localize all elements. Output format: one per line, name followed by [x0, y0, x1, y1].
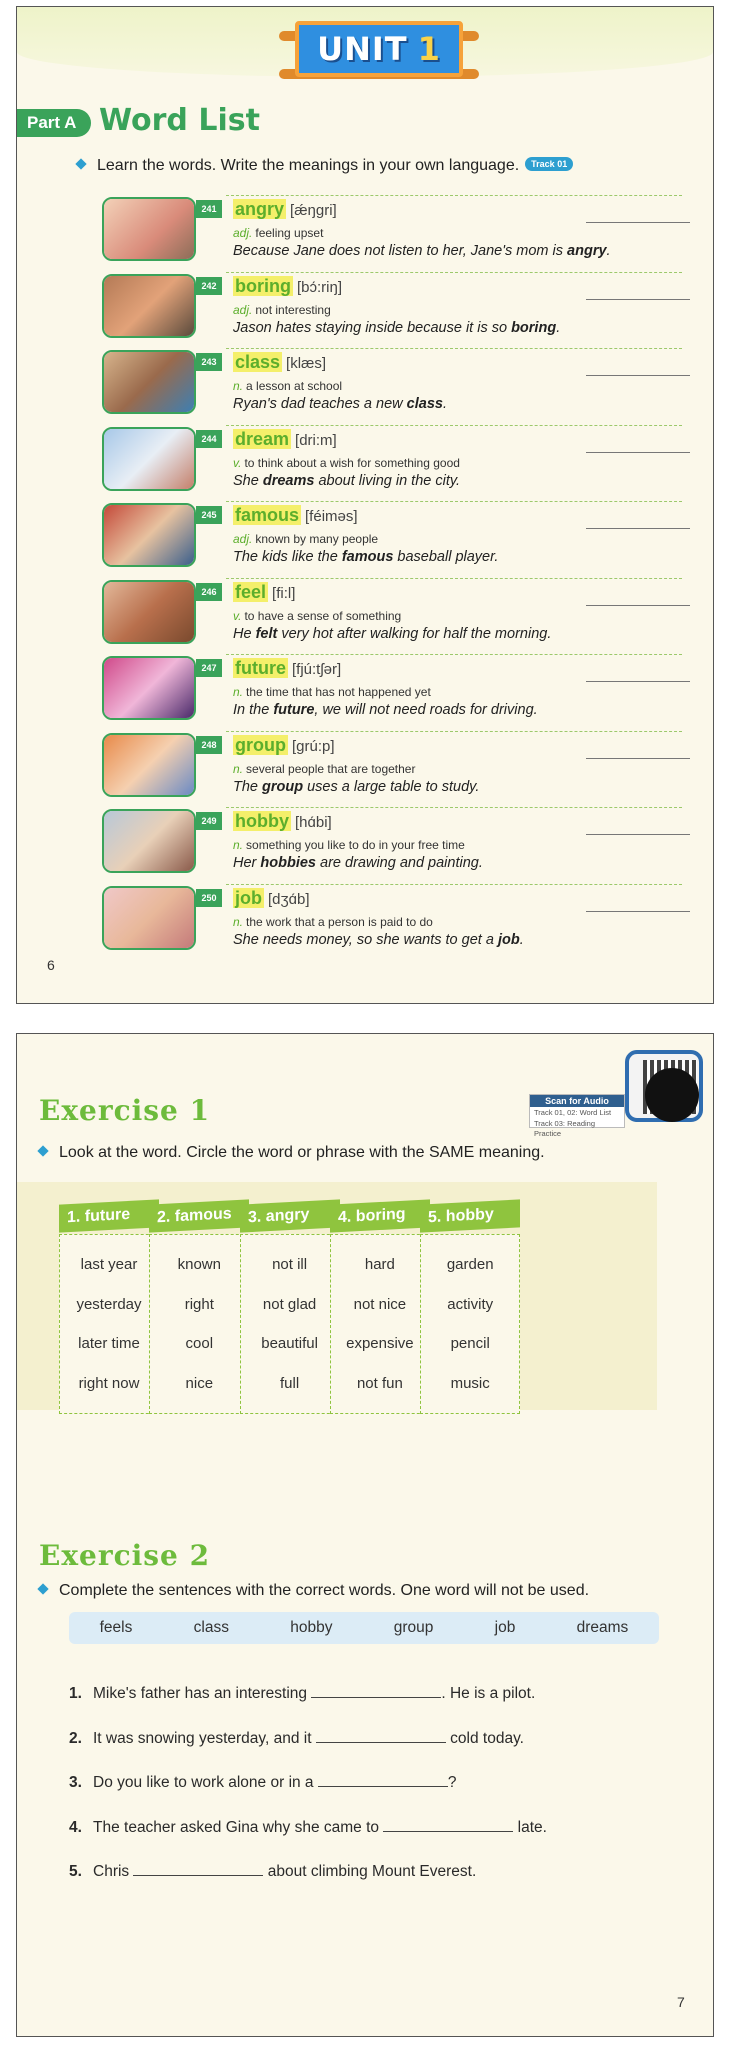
choice-option[interactable]: known — [177, 1256, 221, 1274]
word-number: 245 — [196, 506, 222, 524]
part-of-speech: n. — [233, 914, 244, 929]
word-entry — [102, 501, 692, 578]
meaning-answer-line[interactable] — [586, 375, 690, 376]
meaning-answer-line[interactable] — [586, 452, 690, 453]
word-photo — [102, 274, 196, 338]
word-ipa: [bɔ́:riŋ] — [297, 278, 343, 296]
choice-column — [420, 1202, 520, 1414]
example-pre: She needs money, so she wants to get a — [233, 931, 498, 948]
part-of-speech: adj. — [233, 532, 253, 546]
example-keyword: class — [406, 396, 443, 412]
scan-for-audio — [529, 1094, 625, 1138]
example-post: are drawing and painting. — [316, 855, 483, 871]
part-of-speech: n. — [233, 685, 244, 699]
word-photo — [102, 886, 196, 950]
sentence-number: 3. — [69, 1774, 82, 1791]
sentence-pre: Mike's father has an interesting — [93, 1685, 312, 1702]
word-photo — [102, 197, 196, 261]
word-bank-item: feels — [99, 1619, 133, 1636]
example-pre: She — [233, 472, 263, 489]
exercise1-instruction-text: Look at the word. Circle the word or phrase with the SAME meaning. — [59, 1144, 545, 1161]
choice-option[interactable]: music — [450, 1374, 490, 1392]
word-number: 241 — [196, 200, 222, 218]
choice-column — [59, 1202, 159, 1414]
exercise1-panel — [17, 1182, 657, 1410]
word-number: 243 — [196, 353, 222, 371]
redaction-blot — [645, 1068, 699, 1122]
example-sentence — [233, 932, 524, 948]
word-photo — [102, 580, 196, 644]
sentence-number: 2. — [69, 1729, 82, 1747]
choice-option[interactable]: pencil — [450, 1335, 490, 1353]
word-headword — [233, 888, 310, 909]
choice-options-box — [240, 1234, 340, 1414]
word-bank-item: group — [393, 1619, 434, 1636]
word-photo — [102, 733, 196, 797]
word-headword — [233, 429, 337, 450]
sentence-item — [69, 1684, 669, 1729]
sentence-item — [69, 1862, 669, 1907]
photo-image — [104, 811, 194, 871]
word-list-instruction — [77, 157, 573, 175]
sentence-post: about climbing Mount Everest. — [263, 1863, 477, 1880]
choice-option[interactable]: not nice — [353, 1295, 407, 1313]
example-pre: He — [233, 625, 256, 642]
meaning-answer-line[interactable] — [586, 758, 690, 759]
photo-image — [104, 888, 194, 948]
word-bank — [69, 1612, 659, 1644]
example-sentence — [233, 320, 560, 336]
dotted-divider — [226, 501, 682, 502]
word-entry — [102, 807, 692, 884]
word-definition — [233, 609, 401, 623]
definition-text: the time that has not happened yet — [246, 685, 431, 699]
word-ipa: [dri:m] — [295, 431, 337, 449]
word-headword — [233, 658, 341, 679]
example-post: uses a large table to study. — [303, 778, 480, 795]
word-entry — [102, 272, 692, 349]
word-ipa: [klæs] — [286, 355, 327, 372]
sentence-pre: It was snowing yesterday, and it — [93, 1729, 316, 1747]
word-text: boring — [235, 275, 291, 296]
definition-text: to think about a wish for something good — [244, 455, 460, 470]
word-ipa: [dʒɑ́b] — [268, 890, 310, 908]
choice-option[interactable]: activity — [447, 1295, 494, 1313]
meaning-answer-line[interactable] — [586, 911, 690, 912]
word-definition — [233, 303, 331, 317]
choice-options-box — [59, 1234, 159, 1414]
example-pre: Because Jane does not listen to her, Jane's mom is — [233, 243, 568, 259]
word-photo — [102, 427, 196, 491]
choice-option[interactable]: later time — [78, 1335, 140, 1353]
word-number: 249 — [196, 812, 222, 830]
exercise2-instruction-text: Complete the sentences with the correct words. One word will not be used. — [59, 1582, 590, 1599]
word-headword — [233, 505, 358, 526]
unit-board — [295, 21, 463, 77]
meaning-answer-line[interactable] — [586, 834, 690, 835]
example-keyword: group — [262, 778, 304, 795]
word-text: future — [235, 658, 286, 678]
word-text: job — [235, 887, 262, 908]
sentence-item — [69, 1773, 669, 1818]
example-keyword: angry — [567, 243, 607, 259]
word-list-page — [16, 6, 714, 1004]
instruction-text: Learn the words. Write the meanings in your own language. — [97, 157, 520, 174]
sentence-item — [69, 1818, 669, 1863]
word-number: 248 — [196, 736, 222, 754]
definition-text: not interesting — [255, 302, 331, 317]
word-definition — [233, 838, 465, 852]
bullet-diamond-icon — [37, 1583, 48, 1594]
track-badge[interactable]: Track 01 — [525, 157, 573, 171]
example-post: . — [519, 931, 524, 948]
answer-blank[interactable] — [318, 1773, 448, 1787]
word-ipa: [grú:p] — [292, 737, 335, 755]
sentence-number: 5. — [69, 1863, 82, 1880]
meaning-answer-line[interactable] — [586, 299, 690, 300]
word-definition — [233, 456, 460, 470]
word-definition — [233, 379, 342, 393]
page-number: 6 — [47, 957, 55, 973]
example-sentence — [233, 855, 483, 871]
choice-column — [330, 1202, 430, 1414]
part-title: Word List — [99, 103, 260, 138]
word-list — [102, 195, 692, 960]
choice-option[interactable]: right — [184, 1295, 214, 1313]
unit-label: UNIT — [317, 30, 408, 68]
word-headword — [233, 811, 332, 832]
choice-option[interactable]: not glad — [262, 1295, 317, 1313]
example-sentence — [233, 243, 611, 259]
part-of-speech: adj. — [233, 302, 253, 317]
choice-option[interactable]: not fun — [356, 1374, 403, 1392]
word-bank-item: class — [193, 1619, 229, 1636]
definition-text: a lesson at school — [246, 379, 343, 393]
photo-image — [104, 352, 194, 412]
word-text: class — [235, 352, 281, 372]
choice-options-box — [330, 1234, 430, 1414]
answer-blank[interactable] — [311, 1684, 441, 1698]
sentence-pre: The teacher asked Gina why she came to — [93, 1818, 384, 1836]
word-bank-item: dreams — [576, 1619, 629, 1636]
example-post: very hot after walking for half the morning. — [277, 625, 552, 642]
dotted-divider — [226, 807, 682, 808]
choice-option[interactable]: cool — [185, 1335, 214, 1353]
meaning-answer-line[interactable] — [586, 222, 690, 223]
word-definition — [233, 915, 433, 929]
part-of-speech: v. — [233, 608, 242, 623]
sentence-post: cold today. — [445, 1729, 524, 1747]
part-of-speech: adj. — [233, 226, 253, 240]
word-number: 250 — [196, 889, 222, 907]
example-post: . — [556, 319, 561, 336]
choice-option[interactable]: nice — [185, 1374, 214, 1392]
word-headword — [233, 735, 335, 756]
word-text: dream — [235, 428, 290, 449]
sentence-post: late. — [513, 1818, 547, 1836]
exercise2-title: Exercise 2 — [39, 1539, 211, 1572]
word-headword — [233, 352, 326, 373]
word-text: hobby — [235, 811, 289, 831]
dotted-divider — [226, 731, 682, 732]
sentence-item — [69, 1729, 669, 1774]
word-headword — [233, 276, 342, 297]
example-keyword: hobbies — [260, 855, 316, 871]
meaning-answer-line[interactable] — [586, 528, 690, 529]
word-entry — [102, 578, 692, 655]
choice-options-box — [420, 1234, 520, 1414]
word-entry — [102, 195, 692, 272]
answer-blank[interactable] — [133, 1862, 263, 1876]
example-sentence — [233, 779, 479, 795]
photo-image — [104, 276, 194, 336]
word-number: 247 — [196, 659, 222, 677]
exercise-page — [16, 1033, 714, 2037]
example-keyword: job — [497, 931, 520, 948]
word-number: 246 — [196, 583, 222, 601]
word-entry — [102, 731, 692, 808]
word-ipa: [féiməs] — [305, 508, 358, 525]
example-sentence — [233, 702, 538, 718]
choice-option[interactable]: right now — [78, 1374, 140, 1392]
photo-image — [104, 658, 194, 718]
definition-text: several people that are together — [246, 761, 416, 776]
sentence-list — [69, 1684, 669, 1907]
dotted-divider — [226, 654, 682, 655]
choice-option[interactable]: hard — [364, 1256, 395, 1274]
sentence-pre: Chris — [93, 1863, 134, 1880]
example-pre: In the — [233, 702, 274, 718]
word-entry — [102, 348, 692, 425]
answer-blank[interactable] — [316, 1729, 446, 1743]
example-keyword: dreams — [262, 472, 315, 489]
choice-option[interactable]: not ill — [272, 1256, 308, 1274]
part-tag: Part A — [17, 109, 91, 137]
example-keyword: future — [273, 702, 315, 718]
example-pre: Her — [233, 855, 261, 871]
dotted-divider — [226, 348, 682, 349]
exercise1-instruction — [39, 1144, 545, 1162]
choice-column — [149, 1202, 249, 1414]
sentence-post: . He is a pilot. — [441, 1685, 536, 1702]
audio-qr-panel[interactable] — [529, 1046, 703, 1138]
word-headword — [233, 582, 295, 603]
word-ipa: [fi:l] — [272, 584, 296, 602]
bullet-diamond-icon — [75, 158, 86, 169]
word-photo — [102, 656, 196, 720]
choice-word-tab: 4. boring — [330, 1199, 430, 1232]
dotted-divider — [226, 195, 682, 196]
example-post: . — [442, 396, 447, 412]
word-definition — [233, 762, 415, 776]
definition-text: the work that a person is paid to do — [246, 914, 433, 929]
sentence-number: 1. — [69, 1685, 82, 1702]
word-photo — [102, 809, 196, 873]
word-definition — [233, 532, 378, 546]
dotted-divider — [226, 425, 682, 426]
part-of-speech: n. — [233, 838, 244, 852]
example-sentence — [233, 396, 447, 412]
page-number: 7 — [677, 1994, 685, 2010]
example-keyword: boring — [511, 319, 557, 336]
unit-number: 1 — [417, 30, 441, 68]
example-pre: Ryan's dad teaches a new — [233, 396, 407, 412]
word-text: famous — [235, 505, 300, 525]
choice-options-box — [149, 1234, 249, 1414]
choice-word-tab: 2. famous — [149, 1199, 249, 1232]
word-entry — [102, 425, 692, 502]
word-photo — [102, 503, 196, 567]
example-keyword: felt — [255, 625, 278, 642]
word-bank-item: job — [494, 1619, 516, 1636]
bullet-diamond-icon — [37, 1145, 48, 1156]
choice-column — [240, 1202, 340, 1414]
photo-image — [104, 199, 194, 259]
meaning-answer-line[interactable] — [586, 605, 690, 606]
word-headword — [233, 199, 337, 220]
example-post: baseball player. — [393, 549, 499, 565]
example-keyword: famous — [341, 549, 394, 565]
part-of-speech: n. — [233, 379, 244, 393]
choice-word-tab: 3. angry — [240, 1199, 340, 1232]
example-post: about living in the city. — [314, 472, 461, 489]
sentence-number: 4. — [69, 1818, 82, 1836]
word-text: feel — [235, 581, 267, 602]
definition-text: feeling upset — [255, 226, 324, 240]
photo-image — [104, 582, 194, 642]
dotted-divider — [226, 884, 682, 885]
choice-option[interactable]: expensive — [346, 1335, 414, 1353]
word-entry — [102, 654, 692, 731]
choice-word-tab: 5. hobby — [420, 1199, 520, 1232]
example-post: . — [606, 243, 611, 259]
part-of-speech: n. — [233, 761, 244, 776]
example-sentence — [233, 473, 460, 489]
choice-word-tab: 1. future — [59, 1199, 159, 1232]
choice-option[interactable]: garden — [446, 1256, 494, 1274]
choice-option[interactable]: full — [280, 1374, 300, 1392]
part-of-speech: v. — [233, 455, 242, 470]
exercise1-title: Exercise 1 — [39, 1094, 211, 1127]
meaning-answer-line[interactable] — [586, 681, 690, 682]
word-photo — [102, 350, 196, 414]
word-ipa: [fjú:tʃər] — [292, 661, 342, 678]
answer-blank[interactable] — [383, 1818, 513, 1832]
scan-label: Scan for Audio — [530, 1095, 624, 1107]
example-sentence — [233, 549, 498, 565]
photo-image — [104, 505, 194, 565]
word-number: 242 — [196, 277, 222, 295]
definition-text: something you like to do in your free time — [246, 838, 465, 852]
definition-text: known by many people — [255, 532, 379, 546]
unit-banner — [279, 13, 479, 85]
choice-option[interactable]: yesterday — [76, 1295, 142, 1313]
choice-option[interactable]: beautiful — [261, 1335, 318, 1353]
word-ipa: [ǽŋgri] — [290, 202, 337, 219]
word-text: angry — [235, 199, 285, 219]
example-pre: The — [233, 778, 263, 795]
scan-track-2: Track 03: Reading Practice — [534, 1119, 596, 1138]
dotted-divider — [226, 272, 682, 273]
word-number: 244 — [196, 430, 222, 448]
word-text: group — [235, 734, 286, 755]
dotted-divider — [226, 578, 682, 579]
example-pre: The kids like the — [233, 549, 342, 565]
sentence-post: ? — [447, 1774, 457, 1791]
word-bank-item: hobby — [290, 1619, 333, 1636]
photo-image — [104, 735, 194, 795]
exercise2-instruction — [39, 1582, 589, 1600]
definition-text: to have a sense of something — [244, 608, 402, 623]
example-sentence — [233, 626, 551, 642]
example-post: , we will not need roads for driving. — [314, 702, 538, 718]
word-entry — [102, 884, 692, 961]
sentence-pre: Do you like to work alone or in a — [93, 1774, 318, 1791]
scan-track-1: Track 01, 02: Word List — [534, 1108, 612, 1117]
photo-image — [104, 429, 194, 489]
choice-option[interactable]: last year — [80, 1256, 138, 1274]
example-pre: Jason hates staying inside because it is so — [233, 319, 512, 336]
word-definition — [233, 685, 431, 699]
word-ipa: [hɑ́bi] — [295, 814, 332, 831]
word-definition — [233, 226, 323, 240]
